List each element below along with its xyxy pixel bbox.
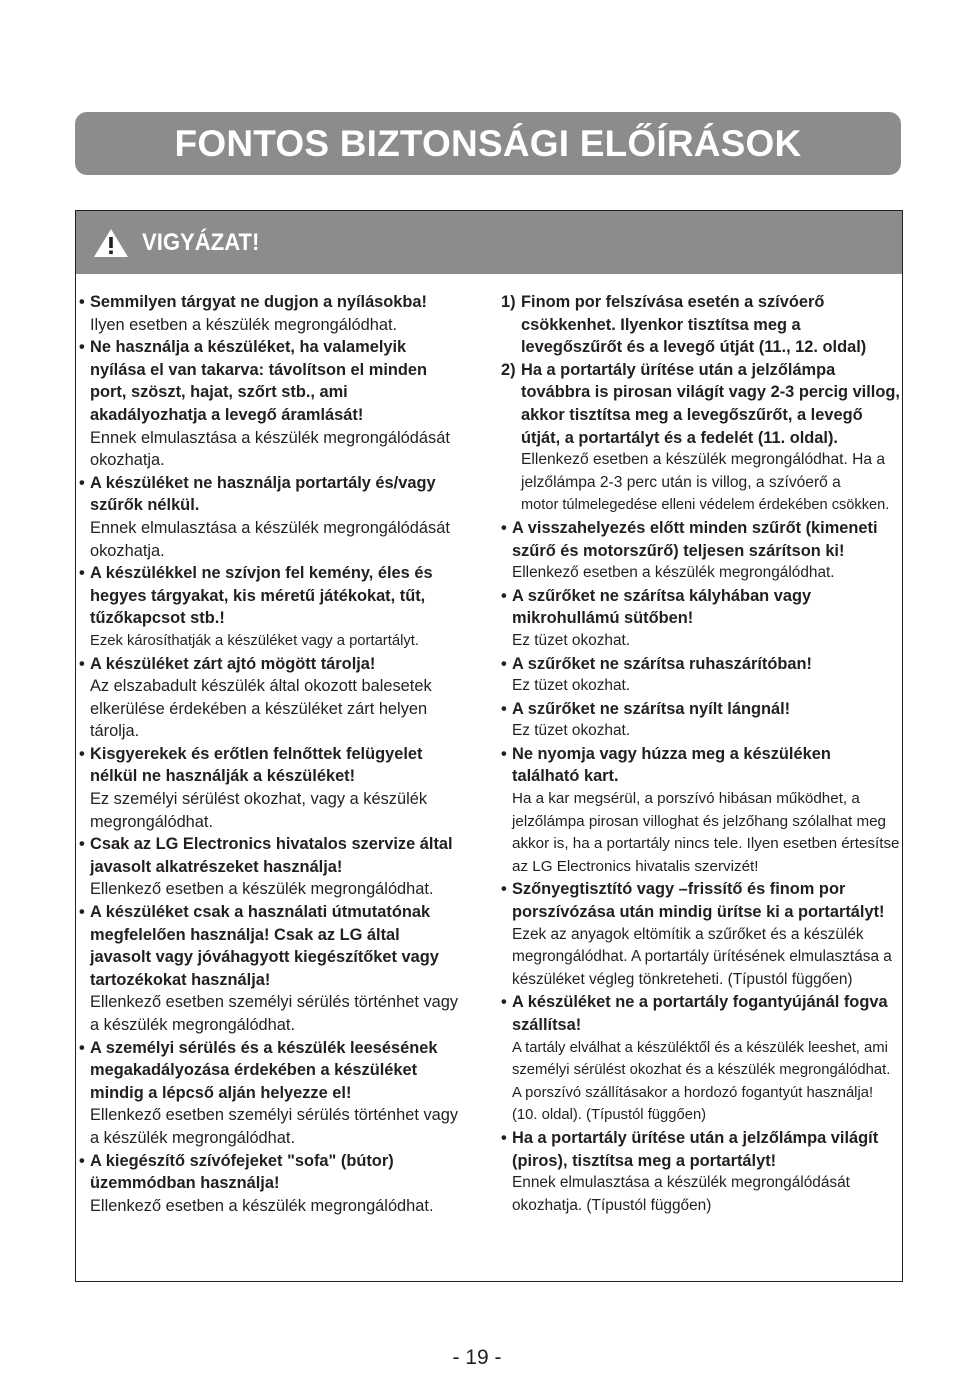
item-heading: Semmilyen tárgyat ne dugjon a nyílásokba! [90,293,428,311]
bullet: • [501,880,507,899]
bullet: • [79,654,85,673]
list-item [79,562,459,652]
item-note: Ennek elmulasztása a készülék megrongálódását okozhatja. [90,518,450,560]
item-heading: A szűrőket ne szárítsa ruhaszárítóban! [512,654,812,673]
item-note: Ellenkező esetben a készülék megrongálódhat. [90,880,434,899]
list-item [79,1037,459,1150]
list-item [501,517,901,585]
page-title: FONTOS BIZTONSÁGI ELŐÍRÁSOK [174,122,802,164]
numbered-item [501,359,901,517]
bullet: • [501,699,507,718]
caution-box [75,210,903,1282]
caution-label: VIGYÁZAT! [142,228,260,256]
bullet: • [79,1038,85,1057]
bullet: • [79,338,85,357]
bullet: • [79,903,85,922]
list-item [79,833,459,901]
page-number: - 19 - [452,1346,502,1369]
item-heading: Ne nyomja vagy húzza meg a készüléken található kart. [512,744,831,786]
item-note: Ha a kar megsérül, a porszívó hibásan működhet, a jelzőlámpa pirosan villoghat és jelzőhang szólalhat meg akkor is, ha a portartály nincs tele. Ilyen esetben értesítse az LG Electronics hivatalis szervizét! [512,790,900,875]
bullet: • [501,586,507,605]
list-item [501,878,901,991]
caution-header [76,211,902,274]
item-note: Ellenkező esetben személyi sérülés történhet vagy a készülék megrongálódhat. [90,993,459,1034]
item-heading: A szűrőket ne szárítsa kályhában vagy mikrohullámú sütőben! [512,586,812,628]
item-heading: A készüléket ne a portartály fogantyújánál fogva szállítsa! [512,993,888,1034]
bullet: • [501,993,507,1012]
list-item [501,743,901,879]
list-item [79,743,459,833]
numbered-item [501,291,901,359]
list-item [79,1150,459,1218]
item-heading: A szűrőket ne szárítsa nyílt lángnál! [512,699,791,718]
item-note: Ez tüzet okozhat. [512,722,631,740]
item-note: Ez tüzet okozhat. [512,677,631,695]
item-heading: Ha a portartály ürítése után a jelzőlámpa továbbra is pirosan világít vagy 2-3 percig villog, akkor tisztítsa meg a levegőszűrőt, a levegő útját, a portartályt és a fedelét (11. oldal). [521,360,900,447]
list-item [501,1127,901,1217]
list-item [501,585,901,653]
item-note: Ellenkező esetben a készülék megrongálódhat. [512,564,835,582]
item-note: Ezek károsíthatják a készüléket vagy a portartályt. [90,632,419,649]
item-heading: Finom por felszívása esetén a szívóerő csökkenhet. Ilyenkor tisztítsa meg a levegőszűrőt és a levegő útját (11., 12. oldal) [521,293,867,357]
item-heading: A készüléket ne használja portartály és/vagy szűrők nélkül. [90,473,436,515]
bullet: • [79,835,85,854]
bullet: • [501,1128,507,1147]
left-column [79,291,459,1217]
item-note: Ennek elmulasztása a készülék megrongálódását okozhatja. [90,428,450,470]
item-number: 2) [501,360,516,379]
item-note: Ez személyi sérülést okozhat, vagy a készülék megrongálódhat. [90,790,428,831]
bullet: • [79,473,85,492]
item-note: Ennek elmulasztása a készülék megrongálódását okozhatja. (Típustól függően) [512,1174,850,1214]
list-item [79,291,459,336]
item-heading: Szőnyegtisztító vagy –frissítő és finom por porszívózása után mindig ürítse ki a portartályt! [512,880,885,922]
list-item [501,653,901,698]
item-note: Ellenkező esetben a készülék megrongálódhat. [90,1196,434,1215]
item-heading: A kiegészítő szívófejeket "sofa" (bútor) üzemmódban használja! [90,1151,394,1193]
bullet: • [501,654,507,673]
bullet: • [501,744,507,763]
title-banner [75,112,901,175]
item-note-small: motor túlmelegedése elleni védelem érdekében csökken. [521,497,890,514]
bullet: • [501,518,507,537]
item-heading: Csak az LG Electronics hivatalos szervize által javasolt alkatrészeket használja! [90,835,453,876]
item-note: Az elszabadult készülék által okozott balesetek elkerülése érdekében a készüléket zárt helyen tárolja. [90,677,432,741]
item-heading: Kisgyerekek és erőtlen felnőttek felügyelet nélkül ne használják a készüléket! [90,744,423,786]
left-item-list [79,291,459,1217]
item-note: A tartály elválhat a készüléktől és a készülék leeshet, ami személyi sérülést okozhat és a készülék megrongálódhat. A porszívó szállításakor a hordozó fogantyút használja! (10. oldal). (Típustól függően) [512,1039,891,1124]
list-item [79,336,459,472]
item-note: Ez tüzet okozhat. [512,631,631,649]
right-column [501,291,901,1217]
list-item [79,472,459,562]
list-item [501,698,901,743]
item-heading: A készülékkel ne szívjon fel kemény, éles és hegyes tárgyakat, kis méretű játékokat, tűt, tűzőkapcsot stb.! [90,564,433,628]
item-heading: A készüléket csak a használati útmutatónak megfelelően használja! Csak az LG által javasolt vagy jóváhagyott kiegészítőket vagy tartozékokat használja! [90,903,439,989]
item-heading: Ha a portartály ürítése után a jelzőlámpa világít (piros), tisztítsa meg a portartályt! [512,1128,879,1170]
item-heading: A személyi sérülés és a készülék leesésének megakadályozása érdekében a készüléket mindig a lépcső alján helyezze el! [90,1038,438,1102]
item-heading: Ne használja a készüléket, ha valamelyik nyílása el van takarva: távolítson el minden port, szöszt, hajat, szőrt stb., ami akadályozhatja a levegő áramlását! [90,338,428,424]
bullet: • [79,564,85,583]
bullet: • [79,744,85,763]
item-note: Ellenkező esetben a készülék megrongálódhat. Ha a jelzőlámpa 2-3 perc után is villog, a szívóerő a [521,451,886,491]
list-item [79,653,459,743]
item-heading: A készüléket zárt ajtó mögött tárolja! [90,654,376,673]
bullet: • [79,1151,85,1170]
right-item-list [501,517,901,1217]
list-item [79,901,459,1037]
list-item [501,991,901,1127]
warning-triangle-icon [92,227,130,259]
item-note: Ilyen esetben a készülék megrongálódhat. [90,315,398,334]
item-number: 1) [501,293,516,311]
item-heading: A visszahelyezés előtt minden szűrőt (kimeneti szűrő és motorszűrő) teljesen szárítson ki! [512,518,878,560]
bullet: • [79,293,85,311]
item-note: Ellenkező esetben személyi sérülés történhet vagy a készülék megrongálódhat. [90,1106,459,1147]
item-note: Ezek az anyagok eltömítik a szűrőket és a készülék megrongálódhat. A portartály ürítésének elmulasztása a készüléket végleg tönkreteheti. (Típustól függően) [512,925,892,988]
